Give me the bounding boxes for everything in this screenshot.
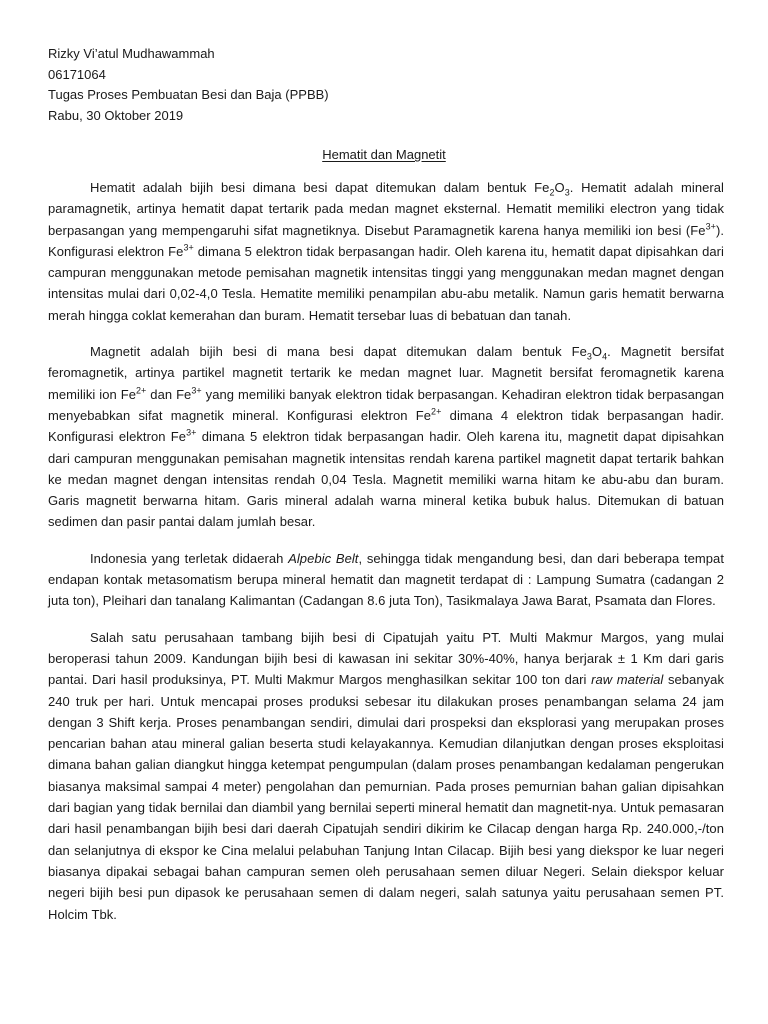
document-header [48, 44, 728, 126]
student-id: 06171064 [48, 66, 106, 82]
text-run: sebanyak 240 truk per hari. Untuk mencapai proses produksi sebesar itu dilakukan proses penambangan selama 24 jam dengan 3 Shift kerja. Proses penambangan sendiri, dimulai dari prospeksi dan eksplorasi yang merupakan proses pencarian bahan atau mineral galian beserta studi kelayakannya. Kemudian dilanjutkan dengan proses eksploitasi dimana bahan galian diangkut hingga ketempat pengumpulan (dalam proses penambangan kedalaman pengerukan biasanya maksimal sampai 4 meter) pengolahan dan pemurnian. Pada proses pemurnian bahan galian dipisahkan dari bagian yang tidak bernilai dan diambil yang bernilai seperti mineral hematit dan magnetit-nya. Untuk pemasaran dari hasil penambangan bijih besi dari daerah Cipatujah sendiri dikirim ke Cilacap dengan harga Rp. 240.000,-/ton dan selanjutnya di ekspor ke Cina melalui pelabuhan Tanjung Intan Cilacap. Bijih besi yang diekspor ke luar negeri biasanya dipakai sebagai bahan campuran semen oleh perusahaan semen diluar Negeri. Selain diekspor keluar negeri bijih besi pun dipasok ke perusahaan semen di dalam negeri, salah satunya yaitu perusahaan semen PT. Holcim Tbk. [48, 672, 724, 922]
text-run: O [591, 344, 603, 360]
document-body [48, 177, 724, 940]
superscript: 3+ [705, 221, 716, 232]
text-run: Magnetit adalah bijih besi di mana besi dapat ditemukan dalam bentuk Fe [90, 344, 587, 360]
subscript: 3 [564, 187, 570, 198]
text-run: yang memiliki banyak elektron tidak berpasangan. Kehadiran elektron tidak berpasangan menyebabkan sifat magnetik mineral. Konfigurasi elektron Fe [48, 386, 724, 423]
text-run: dimana 5 elektron tidak berpasangan hadir. Oleh karena itu, magnetit dapat dipisahkan dari campuran menggunakan pemisahan magnetik intensitas rendah karena partikel magnetit dapat tertarik bahkan ke medan magnet dengan intensitas rendah 0,04 Tesla. Magnetit memiliki warna hitam ke abu-abu dan buram. Garis magnetit berwarna hitam. Garis mineral adalah warna mineral ketika bubuk halus. Ditemukan di batuan sedimen dan pasir pantai dalam jumlah besar. [48, 429, 724, 530]
document-title: Hematit dan Magnetit [322, 147, 446, 162]
document-date: Rabu, 30 Oktober 2019 [48, 107, 184, 123]
paragraph-hematit [48, 177, 724, 326]
text-run: O [554, 180, 565, 195]
text-run: , sehingga tidak mengandung besi, dan dari beberapa tempat endapan kontak metasomatism berupa mineral hematit dan magnetit terdapat di : Lampung Sumatra (cadangan 2 juta ton), Pleihari dan tanalang Kalimantan (Cadangan 8.6 juta Ton), Tasikmalaya Jawa Barat, Psamata dan Flores. [48, 550, 724, 609]
superscript: 2+ [431, 406, 442, 417]
text-run: dimana 4 elektron tidak berpasangan hadir. Konfigurasi elektron Fe [48, 407, 724, 445]
subscript: 3 [586, 351, 592, 362]
text-run: Salah satu perusahaan tambang bijih besi di Cipatujah yaitu PT. Multi Makmur Margos, yang mulai beroperasi tahun 2009. Kandungan bijih besi di kawasan ini sekitar 30%-40%, hanya berjarak ± 1 Km dari garis pantai. Dari hasil produksinya, PT. Multi Makmur Margos menghasilkan sekitar 100 ton dari [48, 629, 724, 688]
text-run: Hematit adalah bijih besi dimana besi dapat ditemukan dalam bentuk Fe [90, 180, 550, 195]
text-run: . Hematit adalah mineral paramagnetik, artinya hematit dapat tertarik pada medan magnet eksternal. Hematit memiliki electron yang tidak berpasangan yang mempengaruhi sifat magnetiknya. Disebut Paramagnetik karena hanya memiliki ion besi (Fe [48, 180, 724, 238]
text-run: . Magnetit bersifat feromagnetik, artinya partikel magnetit tertarik ke medan magnet luar. Magnetit bersifat feromagnetik karena memiliki ion Fe [48, 344, 724, 402]
superscript: 3+ [186, 427, 197, 438]
paragraph-cipatujah-mining [48, 627, 724, 925]
document-title-row [0, 145, 768, 165]
assignment-title: Tugas Proses Pembuatan Besi dan Baja (PPBB) [48, 87, 329, 102]
italic-term: Alpebic Belt [288, 550, 359, 566]
text-run: dimana 5 elektron tidak berpasangan hadir. Oleh karena itu, hematit dapat dipisahkan dari campuran menggunakan metode pemisahan magnetik intensitas tinggi yang menggunakan medan magnet dengan intensitas mulai dari 0,02-4,0 Tesla. Hematite memiliki penampilan abu-abu metalik. Namun garis hematit berwarna merah hingga coklat kemerahan dan buram. Hematit tersebar luas di bebatuan dan tanah. [48, 243, 724, 323]
superscript: 3+ [183, 242, 194, 253]
text-run: dan Fe [146, 386, 192, 402]
subscript: 2 [549, 187, 555, 198]
superscript: 2+ [135, 385, 147, 396]
paragraph-magnetit [48, 341, 724, 533]
subscript: 4 [602, 351, 608, 362]
text-run: Indonesia yang terletak didaerah [90, 550, 289, 566]
superscript: 3+ [191, 385, 202, 396]
italic-term: raw material [591, 672, 664, 688]
author-name: Rizky Vi’atul Mudhawammah [48, 46, 215, 61]
paragraph-indonesia-deposits [48, 548, 724, 612]
text-run: ). Konfigurasi elektron Fe [48, 222, 724, 259]
